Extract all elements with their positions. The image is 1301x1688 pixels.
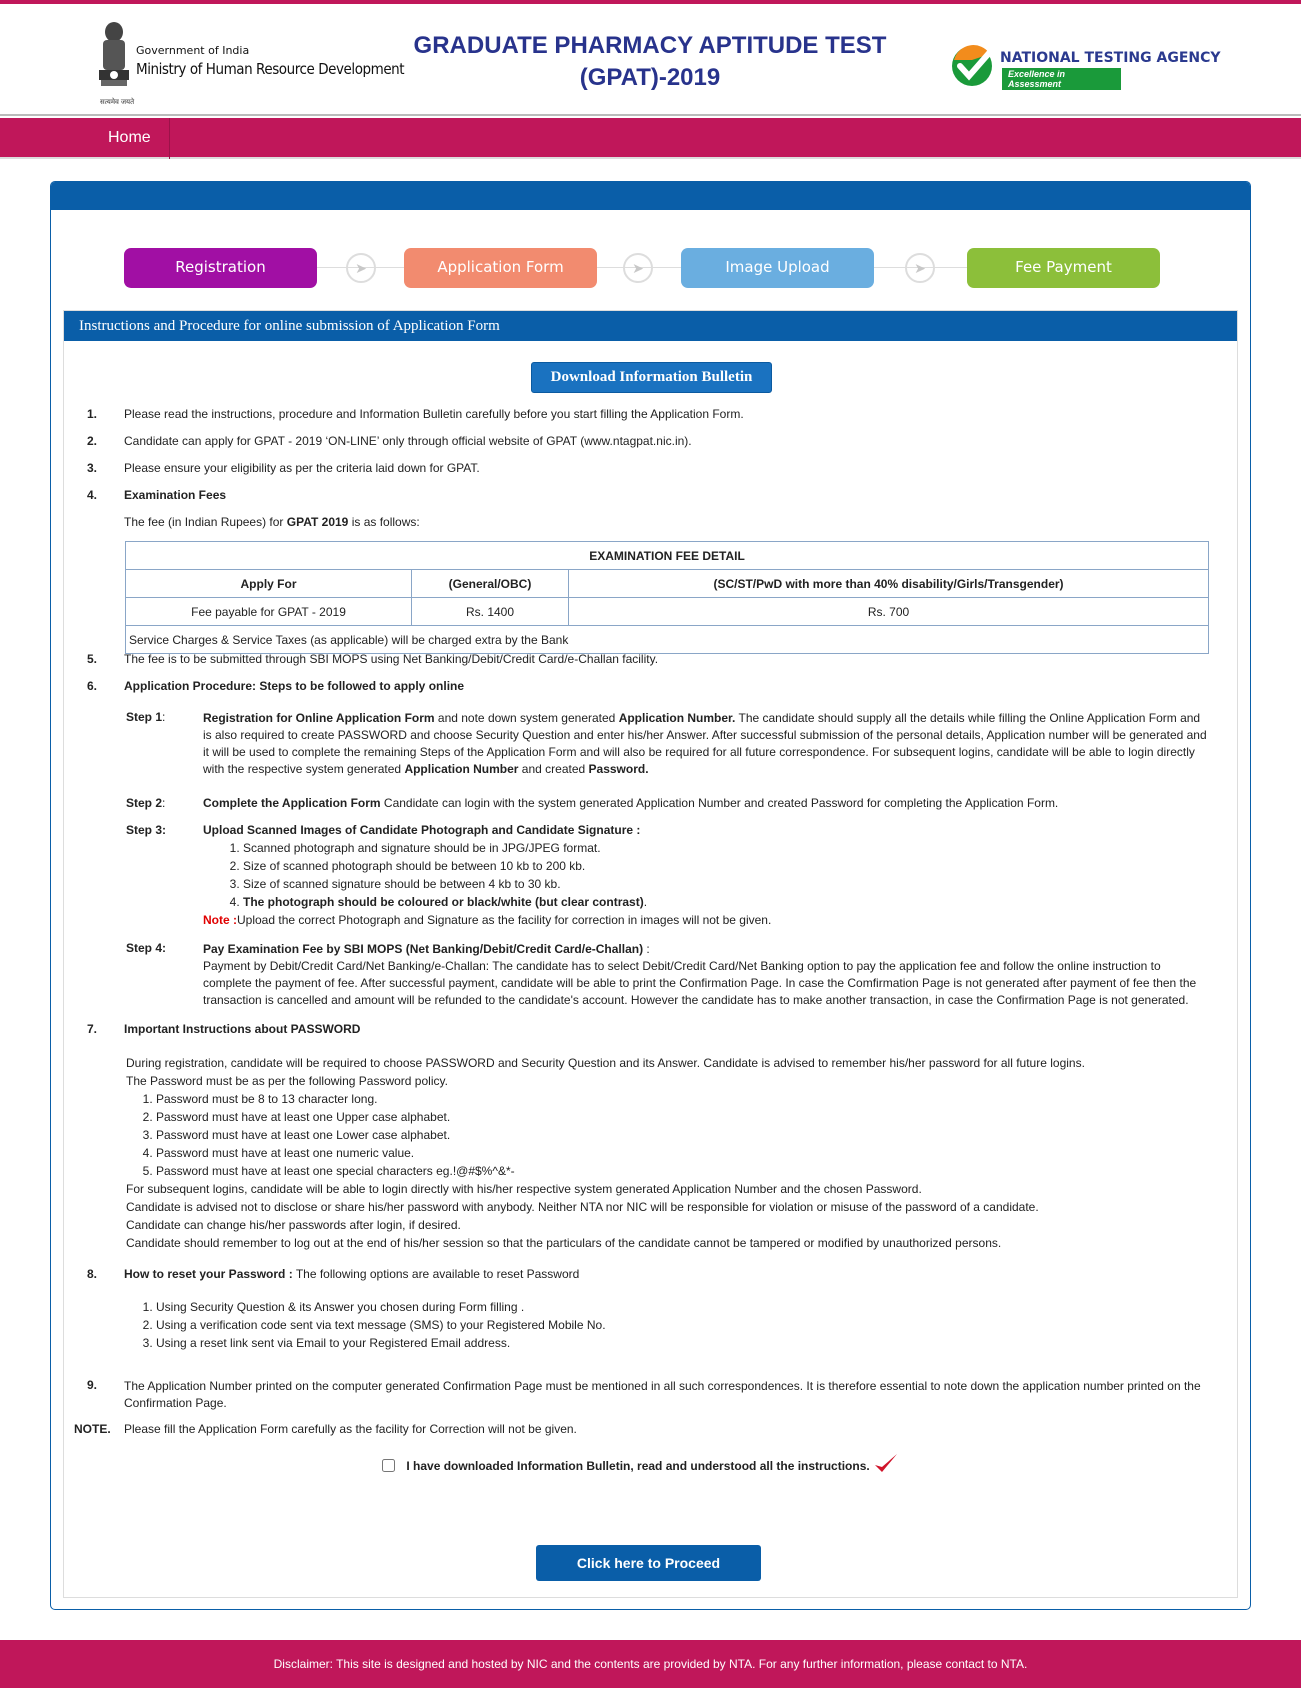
download-bulletin-button[interactable]: Download Information Bulletin [531, 362, 772, 393]
emblem-motto: सत्यमेव जयते [100, 99, 135, 106]
instruction-item-3: Please ensure your eligibility as per the criteria laid down for GPAT. [124, 461, 480, 475]
arrow-right-icon: ➤ [346, 253, 376, 283]
nav-home-link[interactable]: Home [90, 118, 170, 159]
image-requirements-list [203, 839, 1209, 911]
agree-checkbox[interactable] [382, 1459, 395, 1472]
item-number: 6. [87, 679, 98, 693]
step-label-text: Step 2 [126, 796, 163, 810]
fee-table-title: EXAMINATION FEE DETAIL [126, 542, 1209, 570]
table-row [126, 598, 1209, 626]
step-text-bold: Application Number. [618, 711, 736, 725]
list-item: 1. Scanned photograph and signature should be in JPG/JPEG format. [243, 839, 1209, 857]
step-fee-payment[interactable]: Fee Payment [967, 248, 1160, 288]
panel-header [51, 182, 1250, 210]
title-line-1: GRADUATE PHARMACY APTITUDE TEST [413, 32, 887, 59]
note-text: Upload the correct Photograph and Signature as the facility for correction in images will not be given. [237, 913, 772, 927]
table-cell: Rs. 700 [569, 598, 1209, 626]
application-procedure-heading: Application Procedure: Steps to be followed to apply online [124, 679, 465, 693]
list-item: 2. Password must have at least one Upper case alphabet. [156, 1108, 1206, 1126]
fee-table-header: Apply For [126, 570, 412, 598]
step-text: and note down system generated [434, 711, 619, 725]
step-1-text [203, 710, 1209, 778]
step-registration[interactable]: Registration [124, 248, 317, 288]
national-emblem-icon [95, 18, 133, 104]
govt-line: Government of India [136, 44, 250, 57]
step-3-text [203, 823, 1209, 911]
ministry-line: Ministry of Human Resource Development [136, 60, 405, 78]
step-label-text: Step 1 [126, 710, 163, 724]
password-text: Candidate is advised not to disclose or share his/her password with anybody. Neither NTA nor NIC will be responsible for violation or misuse of the password of a candidate. [126, 1200, 1039, 1214]
instruction-item-2: Candidate can apply for GPAT - 2019 ‘ON-LINE’ only through official website of GPAT (www.ntagpat.nic.in). [124, 434, 692, 448]
arrow-right-icon: ➤ [905, 253, 935, 283]
table-cell: Fee payable for GPAT - 2019 [126, 598, 412, 626]
list-item: 4. Password must have at least one numeric value. [156, 1144, 1206, 1162]
image-note [203, 913, 771, 927]
instruction-item-1: Please read the instructions, procedure and Information Bulletin carefully before you start filling the Application Form. [124, 407, 744, 421]
reset-heading-text: The following options are available to reset Password [292, 1267, 580, 1281]
agree-label: I have downloaded Information Bulletin, read and understood all the instructions. [406, 1459, 870, 1473]
step-text: and created [518, 762, 589, 776]
instruction-item-9: The Application Number printed on the computer generated Confirmation Page must be mentioned in all such correspondences. It is therefore essential to note down the application number printed on the Confirmation Page. [124, 1379, 1201, 1410]
proceed-button[interactable]: Click here to Proceed [536, 1545, 761, 1581]
instruction-item-5: The fee is to be submitted through SBI MOPS using Net Banking/Debit/Credit Card/e-Challan facility. [124, 652, 659, 666]
item-number: 1. [87, 407, 98, 421]
step-text-bold: Password. [588, 762, 649, 776]
fee-intro [124, 515, 420, 529]
list-item: 3. Password must have at least one Lower case alphabet. [156, 1126, 1206, 1144]
password-text: For subsequent logins, candidate will be able to login directly with his/her respective system generated Application Number and the chosen Password. [126, 1182, 922, 1196]
step-label: Step 1: [126, 710, 166, 724]
table-cell: Rs. 1400 [412, 598, 569, 626]
step-text-bold: Upload Scanned Images of Candidate Photograph and Candidate Signature : [203, 823, 641, 837]
item-number: 9. [87, 1378, 98, 1392]
item-number: 7. [87, 1022, 98, 1036]
reset-options [126, 1298, 1206, 1352]
step-text: Candidate can login with the system generated Application Number and created Password for completing the Application Form. [380, 796, 1059, 810]
correction-note: Please fill the Application Form carefully as the facility for Correction will not be given. [124, 1422, 577, 1436]
reset-password-heading [124, 1267, 579, 1281]
list-item: 4. The photograph should be coloured or black/white (but clear contrast). [243, 893, 1209, 911]
item-number: 5. [87, 652, 98, 666]
step-text: Payment by Debit/Credit Card/Net Banking/e-Challan: The candidate has to select Debit/Credit Card/Net Banking option to pay the application fee and follow the online instruction to complete the payment of fee. After successful payment, candidate will be able to print the Confirmation Page. In case the Comfirmation Page is not generated after payment of fee then the transaction is cancelled and amount will be refunded to the candidate's account. However the candidate has to make another transaction, in case the Confirmation Page is not generated. [203, 959, 1197, 1007]
step-text: : [643, 942, 650, 956]
password-text: Candidate should remember to log out at the end of his/her session so that the particulars of the candidate cannot be tampered or modified by unauthorized persons. [126, 1236, 1002, 1250]
instructions-section [63, 310, 1238, 1598]
password-policy-list [126, 1090, 1206, 1180]
password-text: Candidate can change his/her passwords after login, if desired. [126, 1218, 461, 1232]
application-panel [50, 181, 1251, 1610]
agency-name: NATIONAL TESTING AGENCY [1000, 50, 1221, 66]
step-label: Step 4: [126, 941, 167, 955]
fee-intro-text: is as follows: [348, 515, 420, 529]
step-label: Step 3: [126, 823, 167, 837]
fee-table-header: (General/OBC) [412, 570, 569, 598]
step-text-bold: Complete the Application Form [203, 796, 381, 810]
progress-steps [124, 248, 1184, 288]
nta-logo-icon [948, 40, 998, 90]
reset-options-list [126, 1298, 1206, 1352]
site-header [0, 4, 1301, 116]
page-title [380, 30, 920, 94]
password-text: The Password must be as per the following Password policy. [126, 1074, 448, 1088]
item-number: 3. [87, 461, 98, 475]
password-heading: Important Instructions about PASSWORD [124, 1022, 361, 1036]
list-item: 5. Password must have at least one special characters eg.!@#$%^&*- [156, 1162, 1206, 1180]
list-item-bold: The photograph should be coloured or black/white (but clear contrast) [243, 895, 644, 909]
list-item: 3. Using a reset link sent via Email to your Registered Email address. [156, 1334, 1206, 1352]
fee-table-footer: Service Charges & Service Taxes (as applicable) will be charged extra by the Bank [126, 626, 1209, 654]
step-2-text [203, 796, 1209, 810]
item-number: 4. [87, 488, 98, 502]
fee-table [125, 541, 1209, 654]
list-item: 1. Using Security Question & its Answer you chosen during Form filling . [156, 1298, 1206, 1316]
fee-intro-text: The fee (in Indian Rupees) for [124, 515, 287, 529]
step-application-form[interactable]: Application Form [404, 248, 597, 288]
step-image-upload[interactable]: Image Upload [681, 248, 874, 288]
step-text: The candidate should supply all the details while filling the Online Application Form and is also required to create PASSWORD and choose Security Question and enter his/her Answer. After successful submission of the personal details, Application number will be generated and it will be used to complete the remaining Steps of the Application Form and will also be required for all future correspondence. For subsequent logins, candidate will be able to login directly with the respective system generated [203, 711, 1207, 776]
list-item: 2. Using a verification code sent via text message (SMS) to your Registered Mobile No. [156, 1316, 1206, 1334]
note-label: NOTE. [74, 1422, 111, 1436]
step-text-bold: Pay Examination Fee by SBI MOPS (Net Banking/Debit/Credit Card/e-Challan) [203, 942, 644, 956]
item-number: 2. [87, 434, 98, 448]
step-4-text [203, 941, 1209, 1009]
list-item: 3. Size of scanned signature should be between 4 kb to 30 kb. [243, 875, 1209, 893]
password-instructions [126, 1054, 1206, 1252]
list-item: 2. Size of scanned photograph should be between 10 kb to 200 kb. [243, 857, 1209, 875]
password-text: During registration, candidate will be required to choose PASSWORD and Security Question and its Answer. Candidate is advised to remember his/her password for all future logins. [126, 1056, 1085, 1070]
fee-table-header: (SC/ST/PwD with more than 40% disability/Girls/Transgender) [569, 570, 1209, 598]
site-footer [0, 1640, 1301, 1688]
item-number: 8. [87, 1267, 98, 1281]
agency-tagline: Excellence in Assessment [1002, 68, 1121, 90]
checkmark-icon [873, 1452, 899, 1476]
examination-fees-heading: Examination Fees [124, 488, 227, 502]
list-item: 1. Password must be 8 to 13 character long. [156, 1090, 1206, 1108]
step-label: Step 2: [126, 796, 166, 810]
step-text-bold: Application Number [404, 762, 519, 776]
note-label: Note : [203, 913, 237, 927]
step-text-bold: Registration for Online Application Form [203, 711, 435, 725]
arrow-right-icon: ➤ [623, 253, 653, 283]
reset-heading-bold: How to reset your Password : [124, 1267, 293, 1281]
instructions-heading: Instructions and Procedure for online submission of Application Form [64, 311, 1237, 341]
fee-intro-exam: GPAT 2019 [286, 515, 349, 529]
disclaimer-text: Disclaimer: This site is designed and hosted by NIC and the contents are provided by NTA. For any further information, please contact to NTA. [273, 1657, 1028, 1671]
agree-row [382, 1452, 899, 1476]
title-line-2: (GPAT)-2019 [579, 64, 721, 91]
main-nav [0, 118, 1301, 159]
